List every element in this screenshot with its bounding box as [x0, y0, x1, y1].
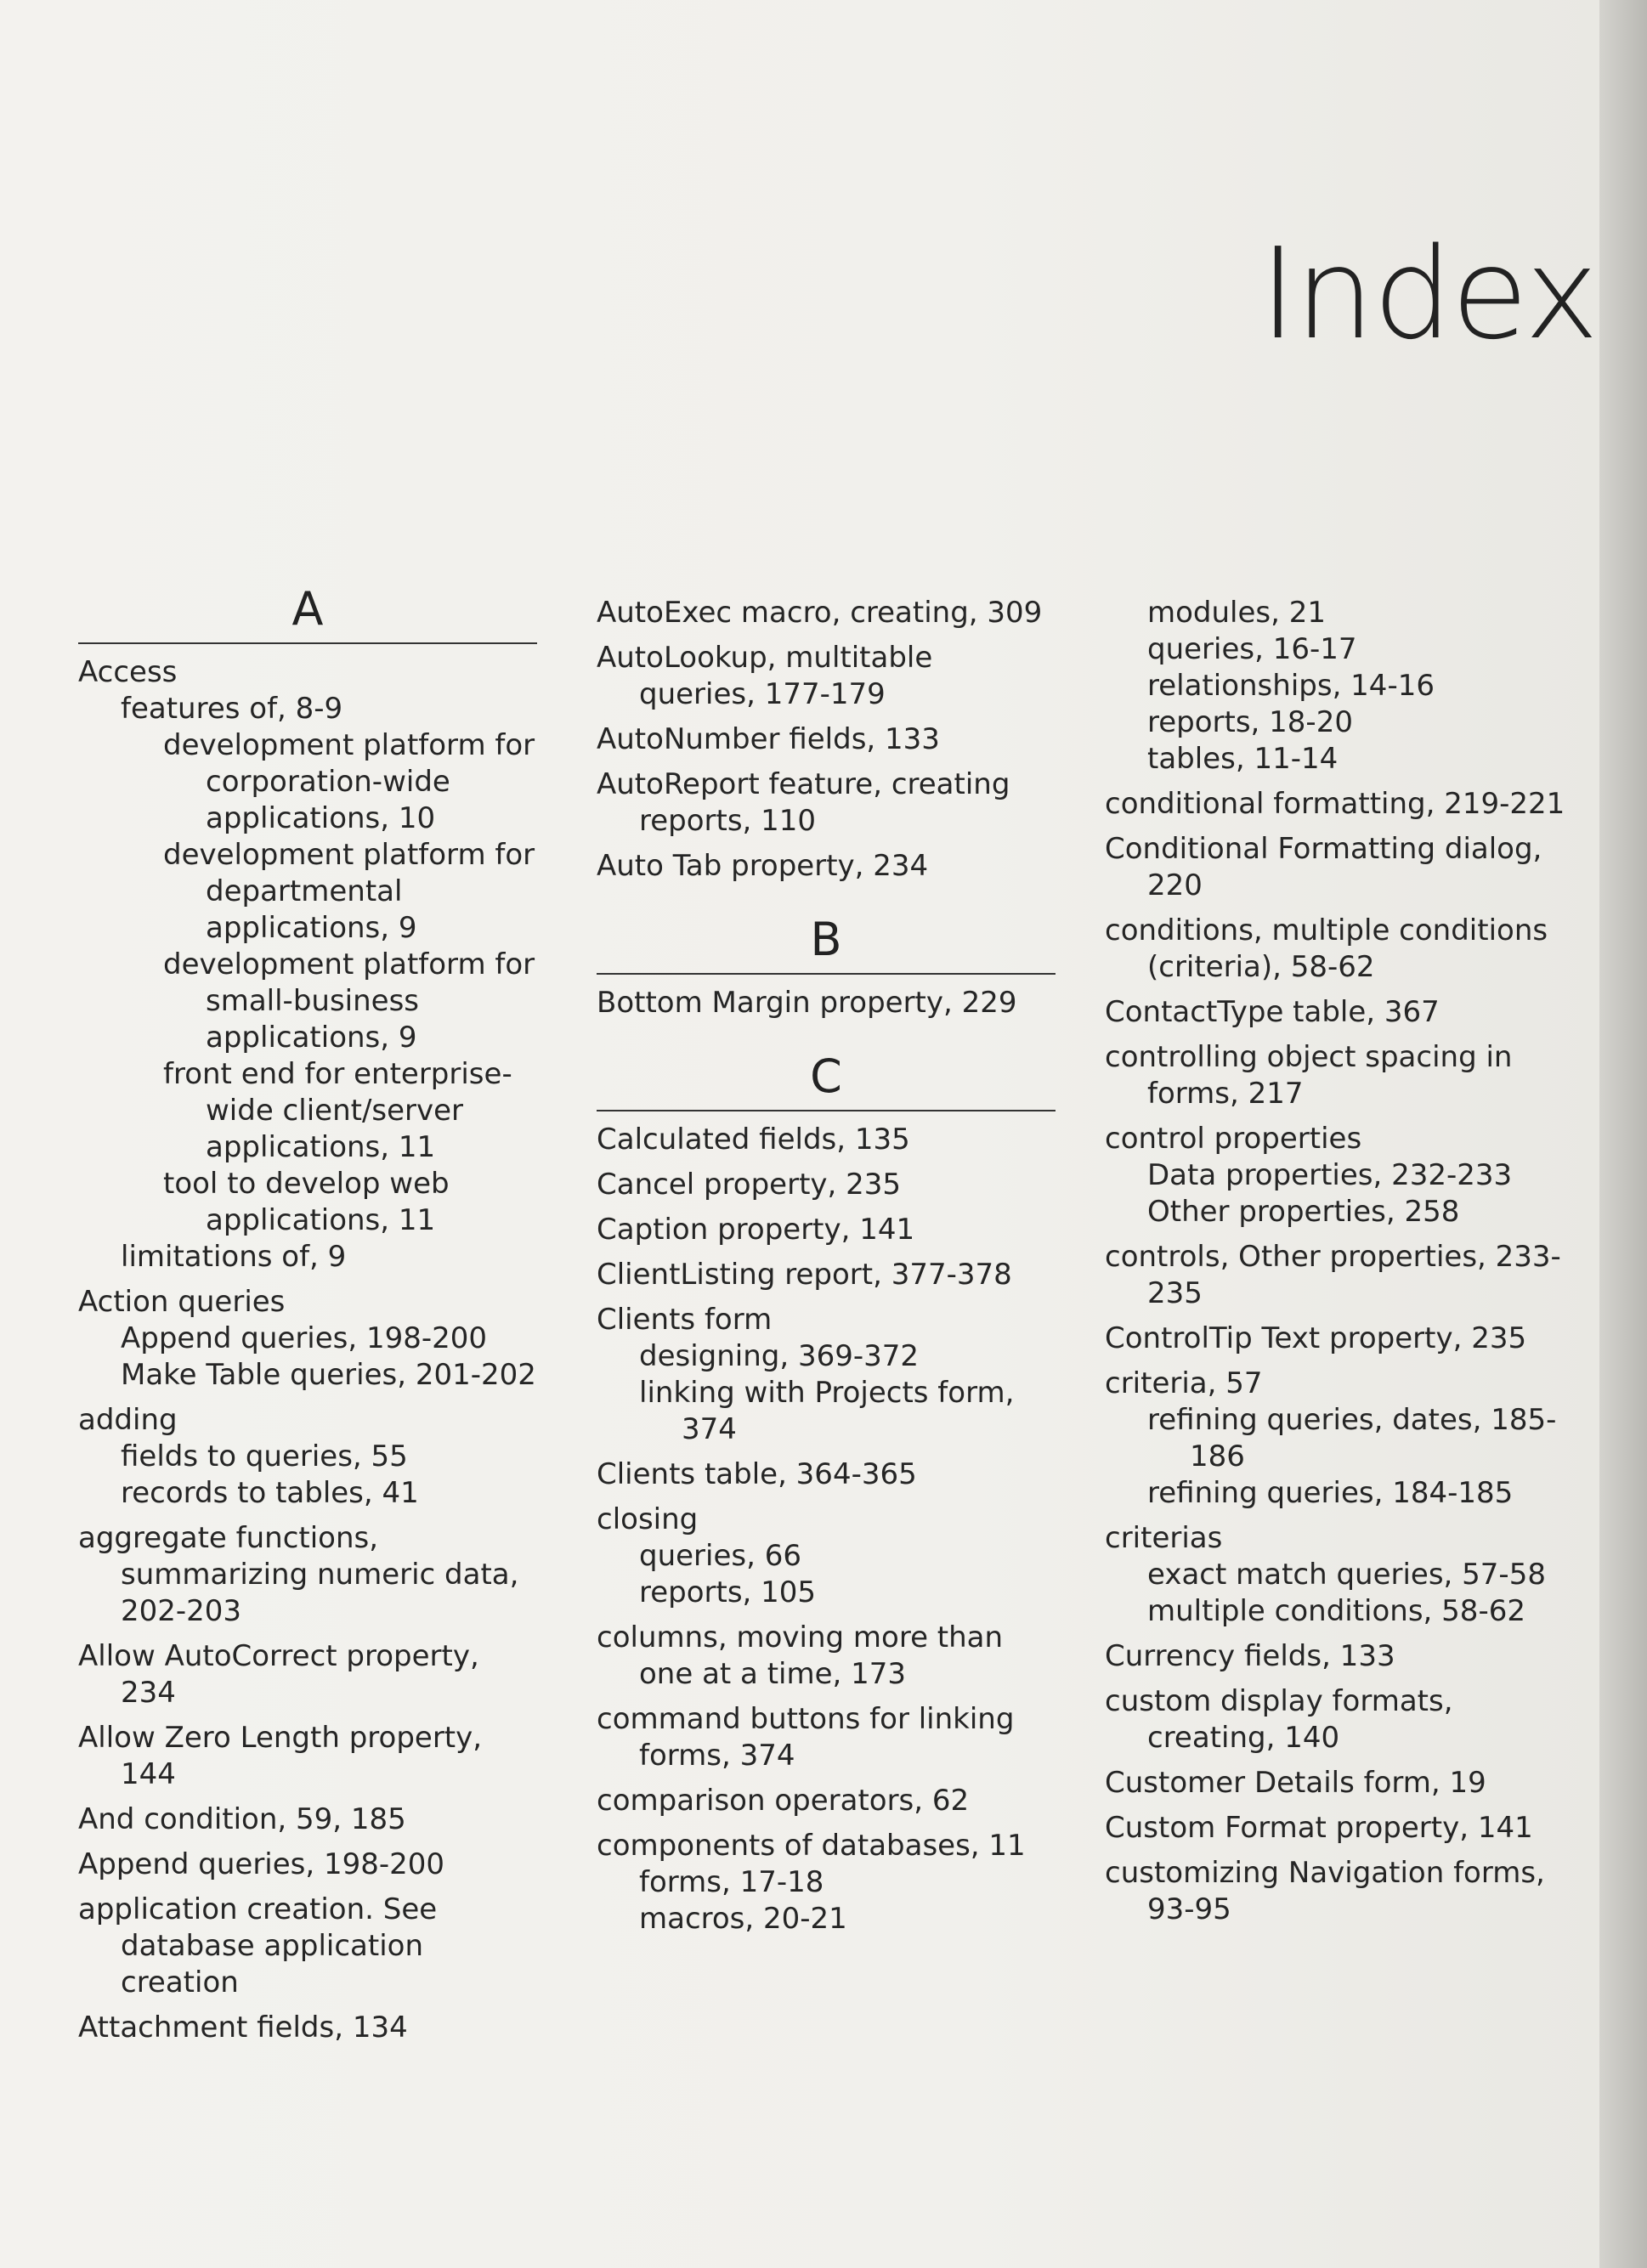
section-letter-heading: A	[78, 586, 537, 644]
book-spine-shadow	[1599, 0, 1647, 2268]
index-entry: AutoLookup, multitable queries, 177-179	[597, 641, 933, 711]
index-subsubentry: development platform for departmental applications, 9	[163, 838, 535, 945]
index-subentry: refining queries, dates, 185-186	[1147, 1403, 1557, 1473]
index-section	[597, 893, 1056, 1021]
index-subsubentry: development platform for corporation-wide applications, 10	[163, 728, 535, 835]
index-subentry: forms, 17-18	[639, 1865, 824, 1899]
index-entry: control properties	[1105, 1122, 1362, 1156]
index-subentry: reports, 18-20	[1147, 705, 1353, 739]
index-entry: closing	[597, 1502, 699, 1536]
section-letter-heading: C	[597, 1054, 1056, 1111]
index-subentry: records to tables, 41	[121, 1476, 419, 1510]
index-entry: Auto Tab property, 234	[597, 849, 929, 883]
index-section	[597, 1030, 1056, 1937]
index-subentry: multiple conditions, 58-62	[1147, 1594, 1525, 1628]
index-section	[597, 595, 1056, 885]
index-subentry: features of, 8-9	[121, 692, 343, 726]
index-entry: ClientListing report, 377-378	[597, 1258, 1012, 1292]
index-entry: AutoReport feature, creating reports, 110	[597, 767, 1010, 838]
index-subentry: refining queries, 184-185	[1147, 1476, 1514, 1510]
index-subentry: reports, 105	[639, 1575, 817, 1609]
index-subentry: fields to queries, 55	[121, 1439, 408, 1473]
index-entry: AutoNumber fields, 133	[597, 722, 940, 756]
index-subentry: linking with Projects form, 374	[639, 1376, 1015, 1446]
index-entry: Append queries, 198-200	[78, 1847, 445, 1881]
index-entry: criterias	[1105, 1521, 1223, 1555]
section-letter-heading: B	[597, 917, 1056, 975]
index-entry: AutoExec macro, creating, 309	[597, 596, 1043, 630]
index-entry: Conditional Formatting dialog, 220	[1105, 832, 1542, 902]
index-entry: conditional formatting, 219-221	[1105, 787, 1565, 821]
index-entry: conditions, multiple conditions (criteria), 58-62	[1105, 913, 1548, 984]
index-entry: Clients table, 364-365	[597, 1457, 917, 1491]
index-subentry: macros, 20-21	[639, 1902, 847, 1936]
index-entry: Bottom Margin property, 229	[597, 986, 1017, 1020]
index-entry: columns, moving more than one at a time, 173	[597, 1620, 1004, 1691]
index-entry: Action queries	[78, 1285, 286, 1319]
index-subentry: relationships, 14-16	[1147, 669, 1435, 703]
index-subsubentry: tool to develop web applications, 11	[163, 1167, 450, 1237]
index-entry: And condition, 59, 185	[78, 1802, 406, 1836]
index-subsubentry: front end for enterprise-wide client/server applications, 11	[163, 1057, 512, 1164]
index-subentry: queries, 66	[639, 1539, 801, 1573]
index-entry: command buttons for linking forms, 374	[597, 1702, 1015, 1773]
index-subentry: tables, 11-14	[1147, 742, 1339, 776]
index-entry: Clients form	[597, 1303, 773, 1337]
index-entry: controlling object spacing in forms, 217	[1105, 1040, 1513, 1111]
index-entry: application creation. See database application creation	[78, 1892, 438, 1999]
index-subentry: modules, 21	[1147, 596, 1327, 630]
page-title: Index	[1259, 221, 1598, 367]
index-entry: criteria, 57	[1105, 1366, 1263, 1400]
index-entry: customizing Navigation forms, 93-95	[1105, 1856, 1545, 1926]
index-subentry: Data properties, 232-233	[1147, 1158, 1513, 1192]
index-entry: Attachment fields, 134	[78, 2011, 408, 2045]
index-entry: Currency fields, 133	[1105, 1639, 1395, 1673]
index-subsubentry: development platform for small-business applications, 9	[163, 947, 535, 1055]
index-entry: ContactType table, 367	[1105, 995, 1440, 1029]
index-entry: Customer Details form, 19	[1105, 1766, 1486, 1800]
index-column-2	[597, 595, 1056, 1946]
index-entry: components of databases, 11	[597, 1829, 1026, 1863]
index-section	[1105, 595, 1581, 1928]
index-entry: Cancel property, 235	[597, 1168, 902, 1202]
index-entry: Custom Format property, 141	[1105, 1811, 1533, 1845]
index-entry: Access	[78, 655, 178, 689]
index-section	[78, 582, 537, 2046]
index-column-3	[1105, 595, 1581, 1937]
index-entry: custom display formats, creating, 140	[1105, 1684, 1453, 1755]
index-entry: Allow Zero Length property, 144	[78, 1721, 483, 1791]
index-entry: comparison operators, 62	[597, 1784, 970, 1818]
index-entry: Calculated fields, 135	[597, 1123, 910, 1157]
index-entry: ControlTip Text property, 235	[1105, 1321, 1527, 1355]
index-subentry: Append queries, 198-200	[121, 1321, 488, 1355]
index-subentry: limitations of, 9	[121, 1240, 347, 1274]
index-subentry: designing, 369-372	[639, 1339, 920, 1373]
index-column-1	[78, 582, 537, 2055]
index-entry: Allow AutoCorrect property, 234	[78, 1639, 479, 1710]
index-subentry: queries, 16-17	[1147, 632, 1357, 666]
index-entry: controls, Other properties, 233-235	[1105, 1240, 1561, 1310]
index-subentry: Other properties, 258	[1147, 1195, 1460, 1229]
index-entry: Caption property, 141	[597, 1213, 915, 1247]
index-subentry: Make Table queries, 201-202	[121, 1358, 536, 1392]
index-entry: aggregate functions, summarizing numeric data, 202-203	[78, 1521, 519, 1628]
index-entry: adding	[78, 1403, 178, 1437]
index-subentry: exact match queries, 57-58	[1147, 1558, 1546, 1592]
